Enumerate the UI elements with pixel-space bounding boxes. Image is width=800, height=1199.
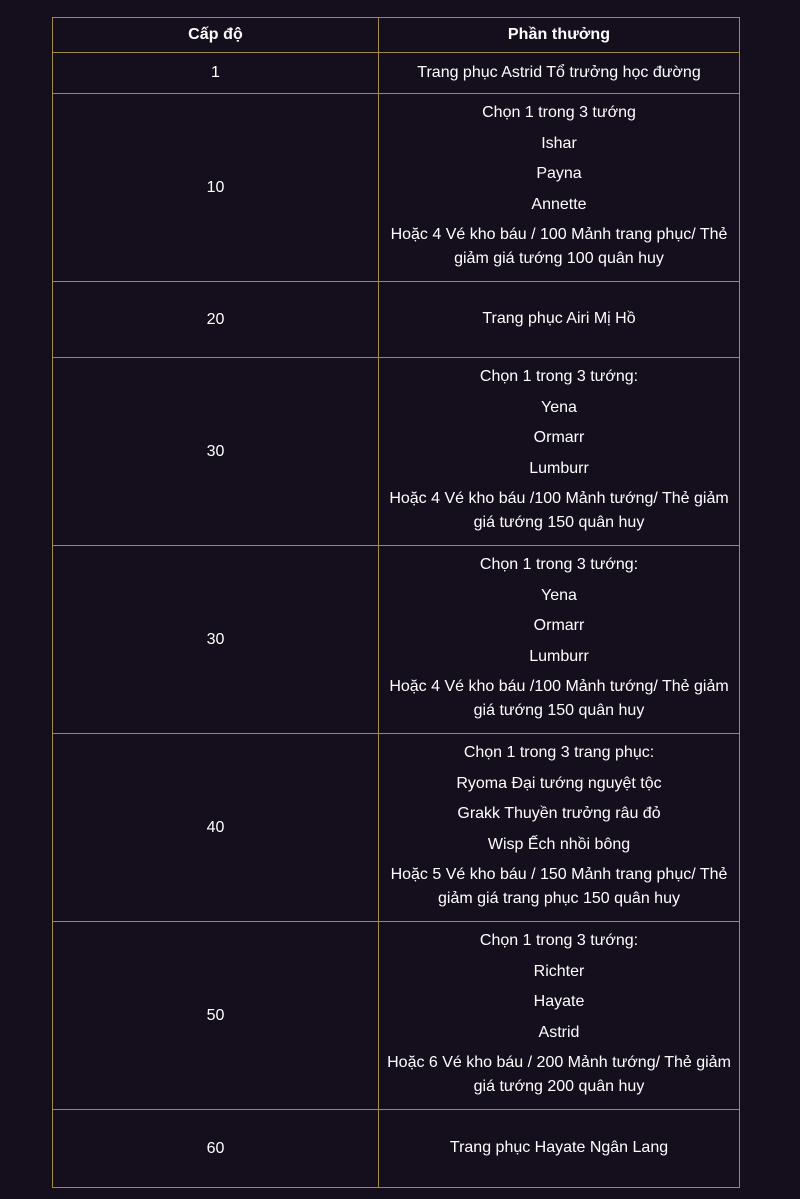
reward-cell: [379, 1110, 740, 1188]
reward-line: Chọn 1 trong 3 tướng:: [479, 368, 639, 385]
level-cell: 60: [53, 1110, 379, 1188]
reward-cell: [379, 94, 740, 282]
reward-line: Lumburr: [529, 459, 589, 477]
table-row: [53, 282, 740, 358]
table-row: [53, 546, 740, 734]
reward-line: Chọn 1 trong 3 tướng:: [479, 556, 639, 573]
reward-line: Payna: [536, 165, 582, 182]
table-body: [53, 53, 740, 1188]
rewards-table-container: [52, 17, 739, 1188]
reward-line: Chọn 1 trong 3 tướng: [482, 104, 636, 121]
reward-line: Chọn 1 trong 3 tướng:: [479, 932, 639, 949]
reward-line: Yena: [541, 586, 577, 604]
table-row: [53, 734, 740, 922]
rewards-table: [52, 17, 740, 1188]
reward-line: Astrid: [538, 1023, 580, 1041]
reward-cell: [379, 358, 740, 546]
reward-line: Ormarr: [533, 617, 585, 634]
reward-cell: [379, 734, 740, 922]
reward-line: Richter: [533, 962, 585, 980]
level-cell: 20: [53, 282, 379, 358]
reward-alternative: Hoặc 4 Vé kho báu /100 Mảnh tướng/ Thẻ giảm giá tướng 150 quân huy: [389, 490, 729, 531]
reward-line: Wisp Ếch nhồi bông: [487, 835, 631, 853]
table-row: [53, 358, 740, 546]
table-header-row: [53, 18, 740, 53]
reward-line: Ryoma Đại tướng nguyệt tộc: [456, 774, 662, 792]
reward-line: Yena: [541, 398, 577, 416]
reward-line: Chọn 1 trong 3 trang phục:: [463, 744, 655, 761]
header-level: Cấp độ: [53, 18, 379, 53]
level-cell: 50: [53, 922, 379, 1110]
table-row: [53, 94, 740, 282]
level-cell: 40: [53, 734, 379, 922]
level-cell: 30: [53, 358, 379, 546]
reward-cell: [379, 546, 740, 734]
table-row: [53, 922, 740, 1110]
reward-alternative: Hoặc 5 Vé kho báu / 150 Mảnh trang phục/ Thẻ giảm giá trang phục 150 quân huy: [390, 866, 728, 907]
reward-cell: [379, 282, 740, 358]
level-cell: 1: [53, 53, 379, 94]
reward-alternative: Hoặc 4 Vé kho báu / 100 Mảnh trang phục/ Thẻ giảm giá tướng 100 quân huy: [390, 226, 728, 267]
reward-line: Trang phục Astrid Tổ trưởng học đường: [417, 63, 701, 81]
reward-line: Trang phục Hayate Ngân Lang: [449, 1139, 669, 1157]
reward-line: Hayate: [533, 993, 585, 1010]
header-reward: Phần thưởng: [379, 18, 740, 53]
reward-cell: [379, 53, 740, 94]
reward-line: Annette: [531, 195, 587, 213]
reward-line: Trang phục Airi Mị Hồ: [482, 310, 636, 328]
level-cell: 30: [53, 546, 379, 734]
table-row: [53, 1110, 740, 1188]
reward-line: Ormarr: [533, 429, 585, 446]
reward-line: Grakk Thuyền trưởng râu đỏ: [457, 805, 661, 822]
reward-line: Lumburr: [529, 647, 589, 665]
reward-alternative: Hoặc 6 Vé kho báu / 200 Mảnh tướng/ Thẻ giảm giá tướng 200 quân huy: [387, 1054, 731, 1095]
reward-alternative: Hoặc 4 Vé kho báu /100 Mảnh tướng/ Thẻ giảm giá tướng 150 quân huy: [389, 678, 729, 719]
table-row: [53, 53, 740, 94]
reward-line: Ishar: [541, 134, 577, 152]
level-cell: 10: [53, 94, 379, 282]
reward-cell: [379, 922, 740, 1110]
